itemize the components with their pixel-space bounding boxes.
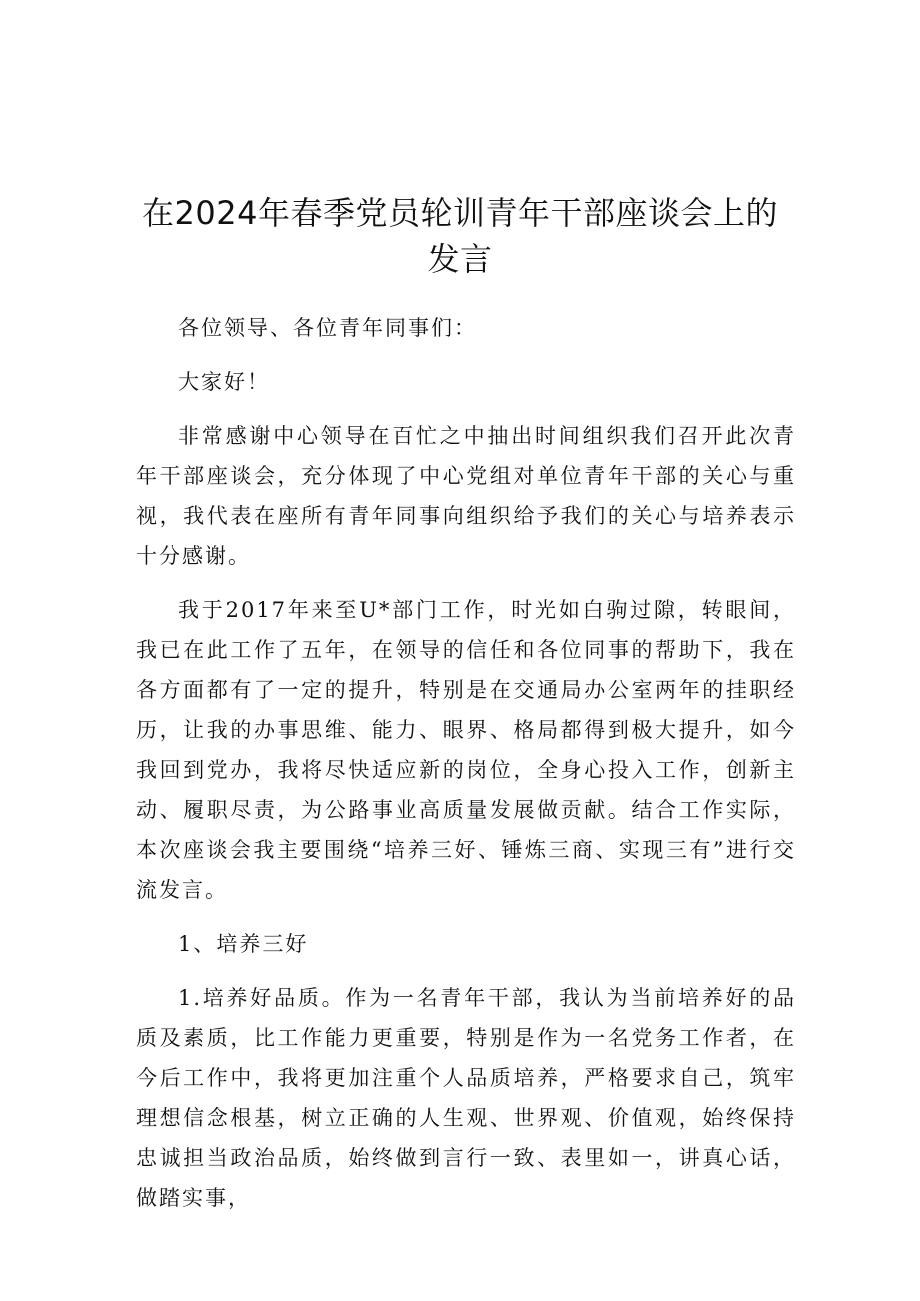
background-paragraph: 我于2017年来至U*部门工作，时光如白驹过隙，转眼间，我已在此工作了五年，在领导的信任和各位同事的帮助下，我在各方面都有了一定的提升，特别是在交通局办公室两年的挂职经历，让我的办事思维、能力、眼界、格局都得到极大提升，如今我回到党办，我将尽快适应新的岗位，全身心投入工作，创新主动、履职尽责，为公路事业高质量发展做贡献。结合工作实际，本次座谈会我主要围绕“培养三好、锤炼三商、实现三有”进行交流发言。 [136, 598, 796, 902]
section-heading: 1、培养三好 [178, 932, 309, 956]
greeting-paragraph: 大家好！ [178, 370, 270, 394]
salutation-paragraph: 各位领导、各位青年同事们： [178, 316, 477, 340]
document-title: 在2024年春季党员轮训青年干部座谈会上的发言 [142, 194, 778, 278]
thanks-paragraph: 非常感谢中心领导在百忙之中抽出时间组织我们召开此次青年干部座谈会，充分体现了中心党组对单位青年干部的关心与重视，我代表在座所有青年同事向组织给予我们的关心与培养表示十分感谢。 [136, 424, 796, 568]
document-body [136, 308, 796, 1232]
quality-paragraph: 1.培养好品质。作为一名青年干部，我认为当前培养好的品质及素质，比工作能力更重要，特别是作为一名党务工作者，在今后工作中，我将更加注重个人品质培养，严格要求自己，筑牢理想信念根基，树立正确的人生观、世界观、价值观，始终保持忠诚担当政治品质，始终做到言行一致、表里如一，讲真心话，做踏实事， [136, 986, 796, 1210]
